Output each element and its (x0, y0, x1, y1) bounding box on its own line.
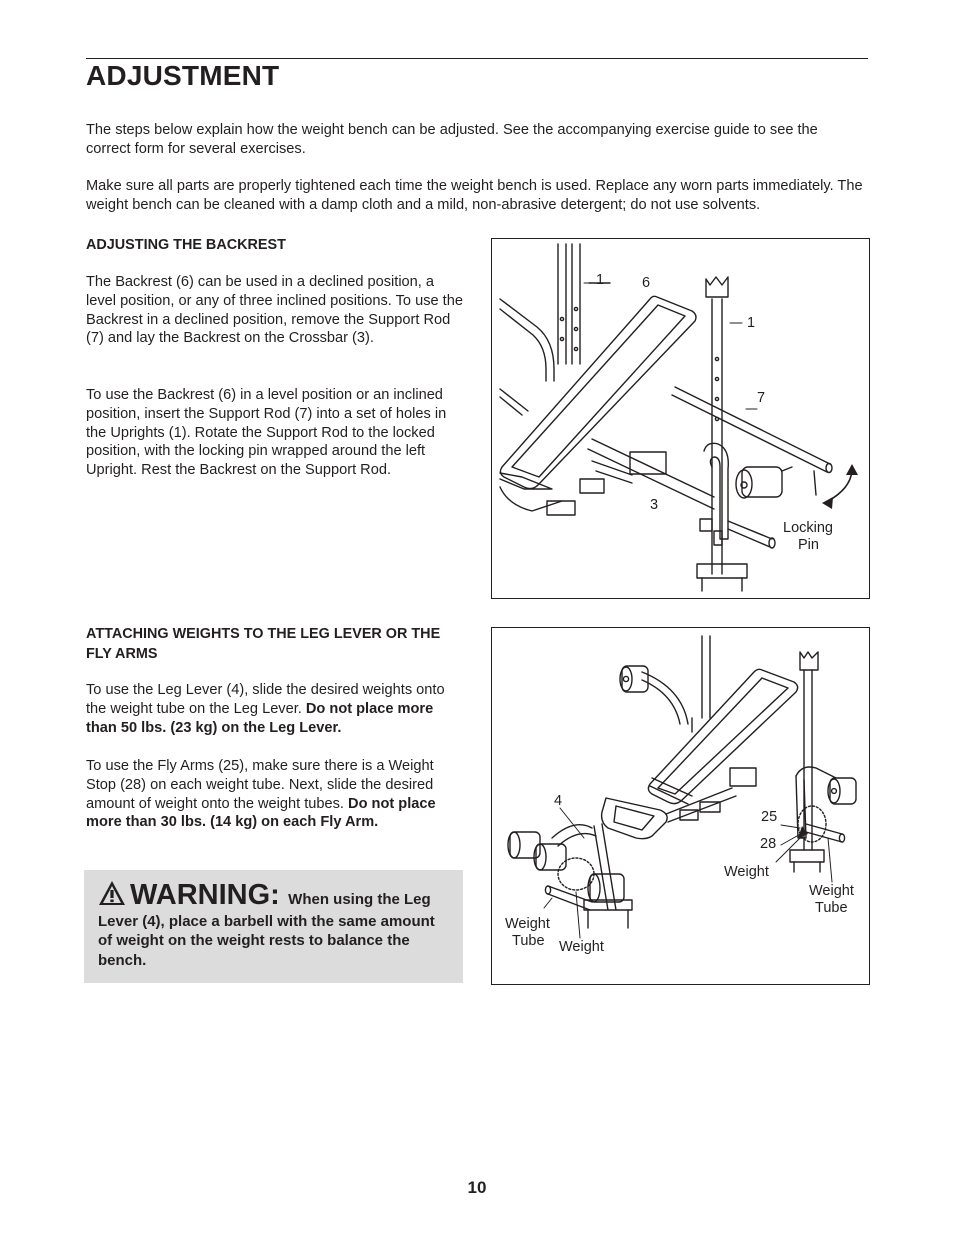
back-uprights-drawing (642, 636, 710, 804)
leg-lever-limit: Do not place more than 50 lbs. (23 kg) on the Leg Lever. (86, 700, 434, 736)
leg-lever-drawing (508, 824, 632, 928)
label-weight-left: Weight (559, 939, 604, 955)
label-support-rod: 7 (757, 390, 766, 406)
intro-paragraph-1: The steps below explain how the weight bench can be adjusted. See the accompanying exercise guide to see the correct form for several exercises. (86, 122, 818, 157)
warning-text (98, 880, 453, 970)
backrest-paragraph-1: The Backrest (6) can be used in a declined position, a level position, or any of three inclined positions. To use the Backrest in a declined position, remove the Support Rod (7) and lay the Backrest on the Crossbar (3). (86, 274, 463, 347)
rotation-arrow-icon (822, 464, 858, 509)
backrest-heading: ADJUSTING THE BACKREST (86, 237, 286, 253)
label-fly-arm: 25 (761, 809, 778, 825)
weights-heading: ATTACHING WEIGHTS TO THE LEG LEVER OR THE FLY ARMS (86, 626, 441, 662)
label-locking: Locking (783, 520, 833, 536)
label-weight-tube-right-1: Weight (809, 883, 854, 899)
label-weight-tube-left-2: Tube (512, 933, 545, 949)
label-leaders (544, 808, 832, 938)
backrest-paragraph-2: To use the Backrest (6) in a level position or an inclined position, insert the Support Rod (7) into a set of holes in the Uprights (1). Rotate the Support Rod to the locked position, with the locking pin wrapped around the left Upright. Rest the Backrest on the Support Rod. (86, 387, 447, 479)
fly-arms-paragraph (86, 757, 464, 832)
leg-lever-text: To use the Leg Lever (4), slide the desired weights onto the weight tube on the Leg Lever. (86, 682, 445, 717)
warning-message: When using the Leg Lever (4), place a barbell with the same amount of weight on the weight rests to balance the bench. (98, 891, 435, 969)
weights-figure (491, 627, 870, 985)
warning-word: WARNING: (130, 879, 280, 911)
label-weight-tube-left-1: Weight (505, 916, 550, 932)
label-upright-right: 1 (747, 315, 756, 331)
warning-box (84, 870, 463, 983)
fly-arms-limit: Do not place more than 30 lbs. (14 kg) on each Fly Arm. (86, 795, 436, 831)
warning-triangle-icon (98, 880, 126, 912)
leg-lever-paragraph (86, 681, 464, 737)
page-title: ADJUSTMENT (86, 60, 280, 91)
bracket-roller-drawing (700, 443, 792, 548)
label-upright-left: 1 (596, 272, 605, 288)
top-rule (86, 58, 868, 59)
label-weight-right: Weight (724, 864, 769, 880)
label-pin: Pin (798, 537, 819, 553)
label-leg-lever: 4 (554, 793, 563, 809)
left-upright-drawing (558, 244, 610, 364)
top-roller-drawing (620, 666, 648, 692)
backrest-figure (491, 238, 870, 599)
fly-arms-text: To use the Fly Arms (25), make sure there is a Weight Stop (28) on each weight tube. Next, slide the desired amount of weight onto the weight tubes. (86, 758, 434, 812)
label-backrest: 6 (642, 275, 651, 291)
intro-paragraph-2: Make sure all parts are properly tightened each time the weight bench is used. Replace any worn parts immediately. The weight bench can be cleaned with a damp cloth and a mild, non-abrasive detergent; do not use solvents. (86, 178, 863, 213)
seat-pad-drawing (602, 768, 756, 839)
seat-drawing (500, 473, 604, 515)
page-number: 10 (467, 1178, 487, 1197)
label-weight-stop: 28 (760, 836, 777, 852)
label-crossbar: 3 (650, 497, 659, 513)
label-weight-tube-right-2: Tube (815, 900, 848, 916)
left-fly-arm-drawing (500, 299, 554, 415)
